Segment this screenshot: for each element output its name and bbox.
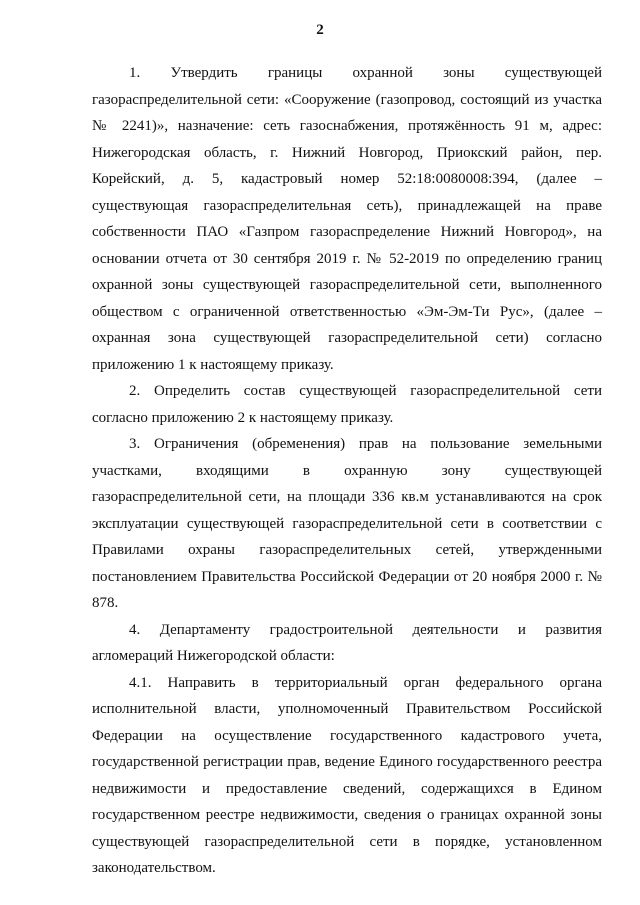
page-number: 2: [316, 22, 324, 38]
document-body: [92, 60, 602, 882]
paragraph-4-1-send-information: 4.1. Направить в территориальный орган федерального органа исполнительной власти, уполномоченный Правительством Российской Федерации на осуществление государственного кадастрового учета, государственной регистрации прав, ведение Единого государственного реестра недвижимости и предоставление сведений, содержащихся в Едином государственном реестре недвижимости, сведения о границах охранной зоны существующей газораспределительной сети в порядке, установленном законодательством.: [92, 674, 602, 876]
paragraph-4-department: 4. Департаменту градостроительной деятельности и развития агломераций Нижегородской области:: [92, 621, 602, 664]
paragraph-1-approve-boundaries: 1. Утвердить границы охранной зоны существующей газораспределительной сети: «Сооружение (газопровод, состоящий из участка № 2241)», назначение: сеть газоснабжения, протяжённость 91 м, адрес: Нижегородская область, г. Нижний Новгород, Приокский район, пер. Корейский, д. 5, кадастровый номер 52:18:0080008:394, (далее – существующая газораспределительная сеть), принадлежащей на праве собственности ПАО «Газпром газораспределение Нижний Новгород», на основании отчета от 30 сентября 2019 г. № 52-2019 по определению границ охранной зоны существующей газораспределительной сети, выполненного обществом с ограниченной ответственностью «Эм-Эм-Ти Рус», (далее – охранная зона существующей газораспределительной сети) согласно приложению 1 к настоящему приказу.: [92, 65, 602, 373]
paragraph-3-restrictions: 3. Ограничения (обременения) прав на пользование земельными участками, входящими в охранную зону существующей газораспределительной сети, на площади 336 кв.м устанавливаются на срок эксплуатации существующей газораспределительной сети в соответствии с Правилами охраны газораспределительных сетей, утвержденными постановлением Правительства Российской Федерации от 20 ноября 2000 г. № 878.: [92, 436, 602, 611]
paragraph-2-network-composition: 2. Определить состав существующей газораспределительной сети согласно приложению 2 к настоящему приказу.: [92, 383, 602, 426]
